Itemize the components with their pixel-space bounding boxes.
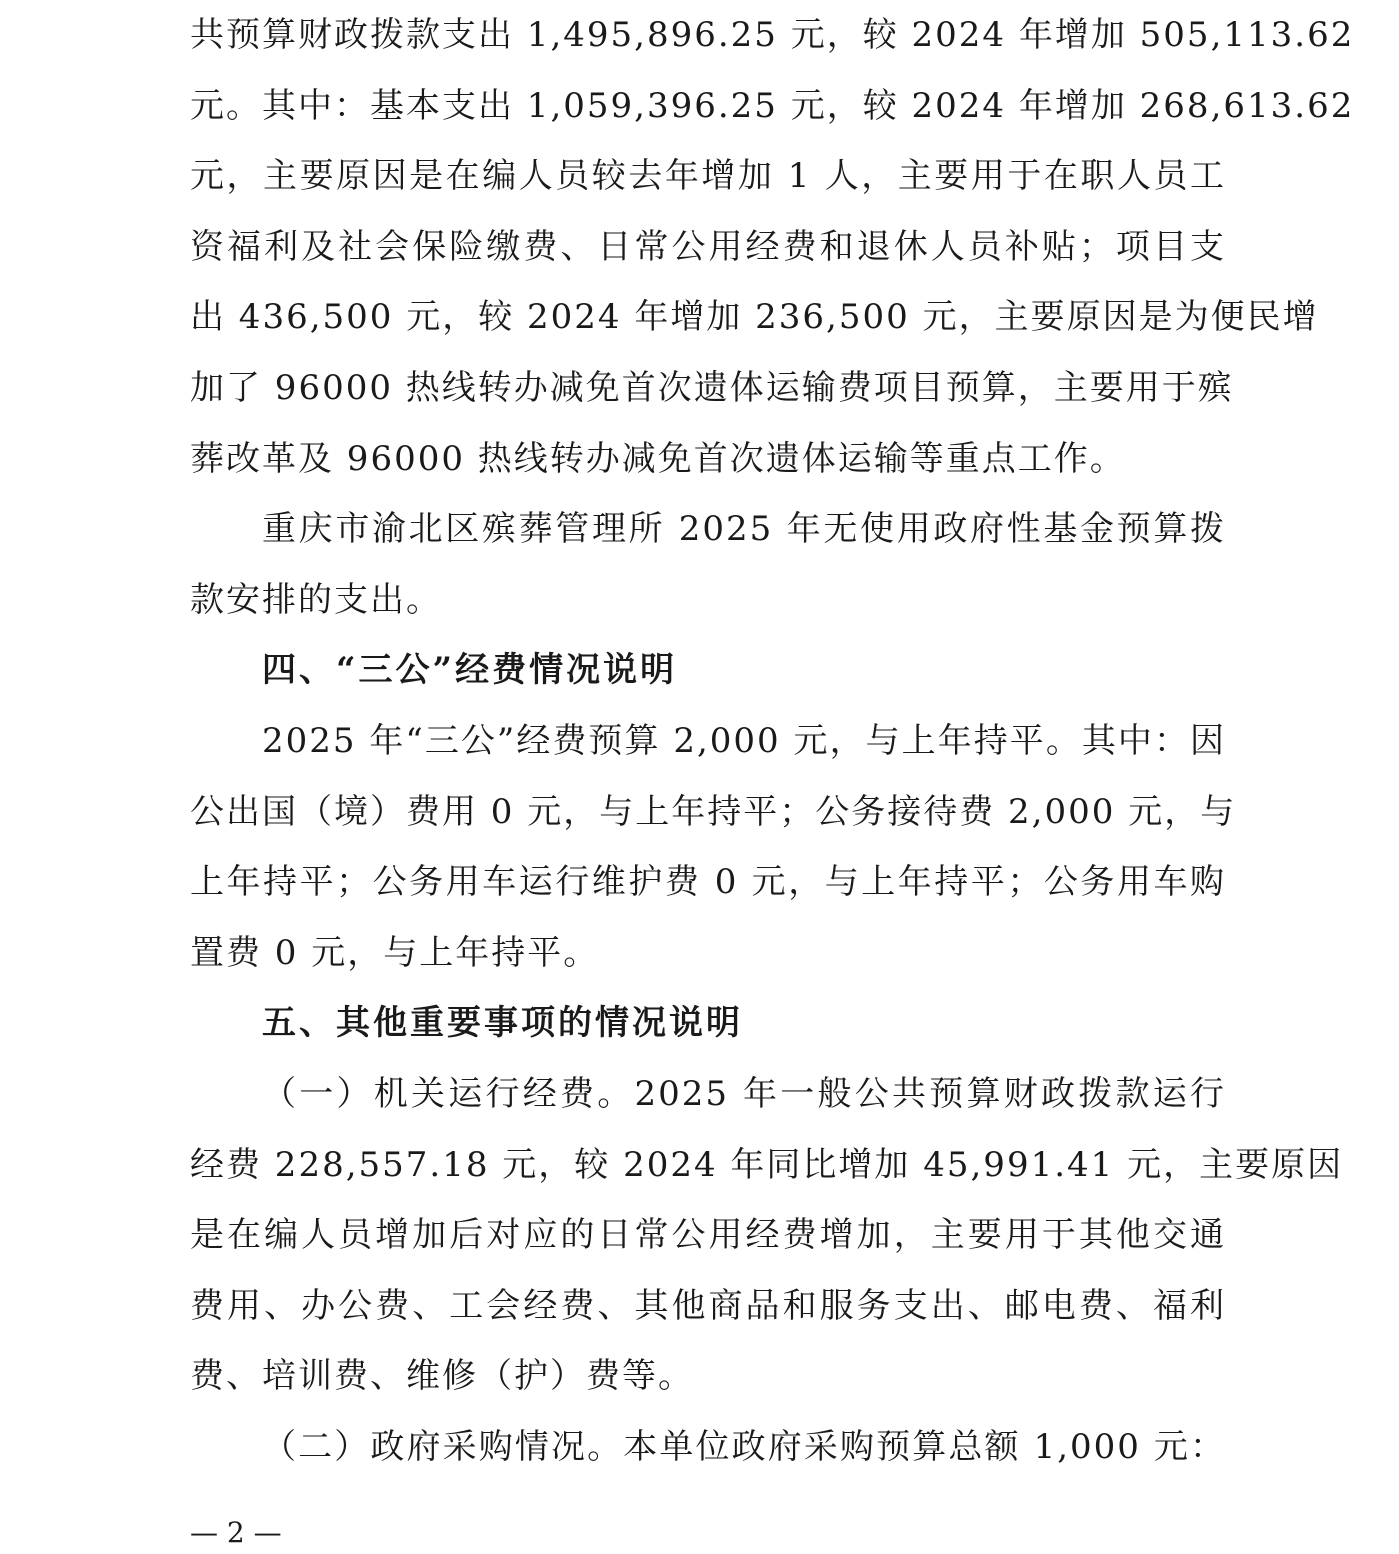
paragraph-line: 重庆市渝北区殡葬管理所 2025 年无使用政府性基金预算拨: [262, 509, 1226, 550]
paragraph-line: 款安排的支出。: [190, 579, 442, 620]
paragraph-line: 是在编人员增加后对应的日常公用经费增加，主要用于其他交通: [190, 1215, 1226, 1256]
paragraph-line: 费用、办公费、工会经费、其他商品和服务支出、邮电费、福利: [190, 1285, 1226, 1326]
paragraph-line: 葬改革及 96000 热线转办减免首次遗体运输等重点工作。: [190, 438, 1126, 479]
paragraph-line: 费、培训费、维修（护）费等。: [190, 1356, 694, 1397]
paragraph-line: 资福利及社会保险缴费、日常公用经费和退休人员补贴；项目支: [190, 226, 1226, 267]
paragraph-line: 元，主要原因是在编人员较去年增加 1 人，主要用于在职人员工: [190, 156, 1226, 197]
paragraph-line: （一）机关运行经费。2025 年一般公共预算财政拨款运行: [262, 1073, 1226, 1114]
paragraph-line: 加了 96000 热线转办减免首次遗体运输费项目预算，主要用于殡: [190, 367, 1234, 408]
paragraph-line: （二）政府采购情况。本单位政府采购预算总额 1,000 元：: [262, 1426, 1226, 1467]
section-heading-five: 五、其他重要事项的情况说明: [262, 1003, 743, 1044]
document-body: [190, 0, 1355, 1482]
paragraph-line: 公出国（境）费用 0 元，与上年持平；公务接待费 2,000 元，与: [190, 791, 1237, 832]
paragraph-line: 2025 年“三公”经费预算 2,000 元，与上年持平。其中：因: [262, 720, 1226, 761]
paragraph-line: 出 436,500 元，较 2024 年增加 236,500 元，主要原因是为便民增: [190, 297, 1319, 338]
page-number: — 2 —: [190, 1516, 282, 1549]
paragraph-line: 元。其中：基本支出 1,059,396.25 元，较 2024 年增加 268,613.62: [190, 85, 1355, 126]
paragraph-line: 上年持平；公务用车运行维护费 0 元，与上年持平；公务用车购: [190, 862, 1226, 903]
paragraph-line: 共预算财政拨款支出 1,495,896.25 元，较 2024 年增加 505,113.62: [190, 15, 1355, 55]
paragraph-line: 置费 0 元，与上年持平。: [190, 932, 600, 973]
paragraph-line: 经费 228,557.18 元，较 2024 年同比增加 45,991.41 元，主要原因: [190, 1144, 1344, 1185]
section-heading-four: 四、“三公”经费情况说明: [262, 650, 678, 691]
